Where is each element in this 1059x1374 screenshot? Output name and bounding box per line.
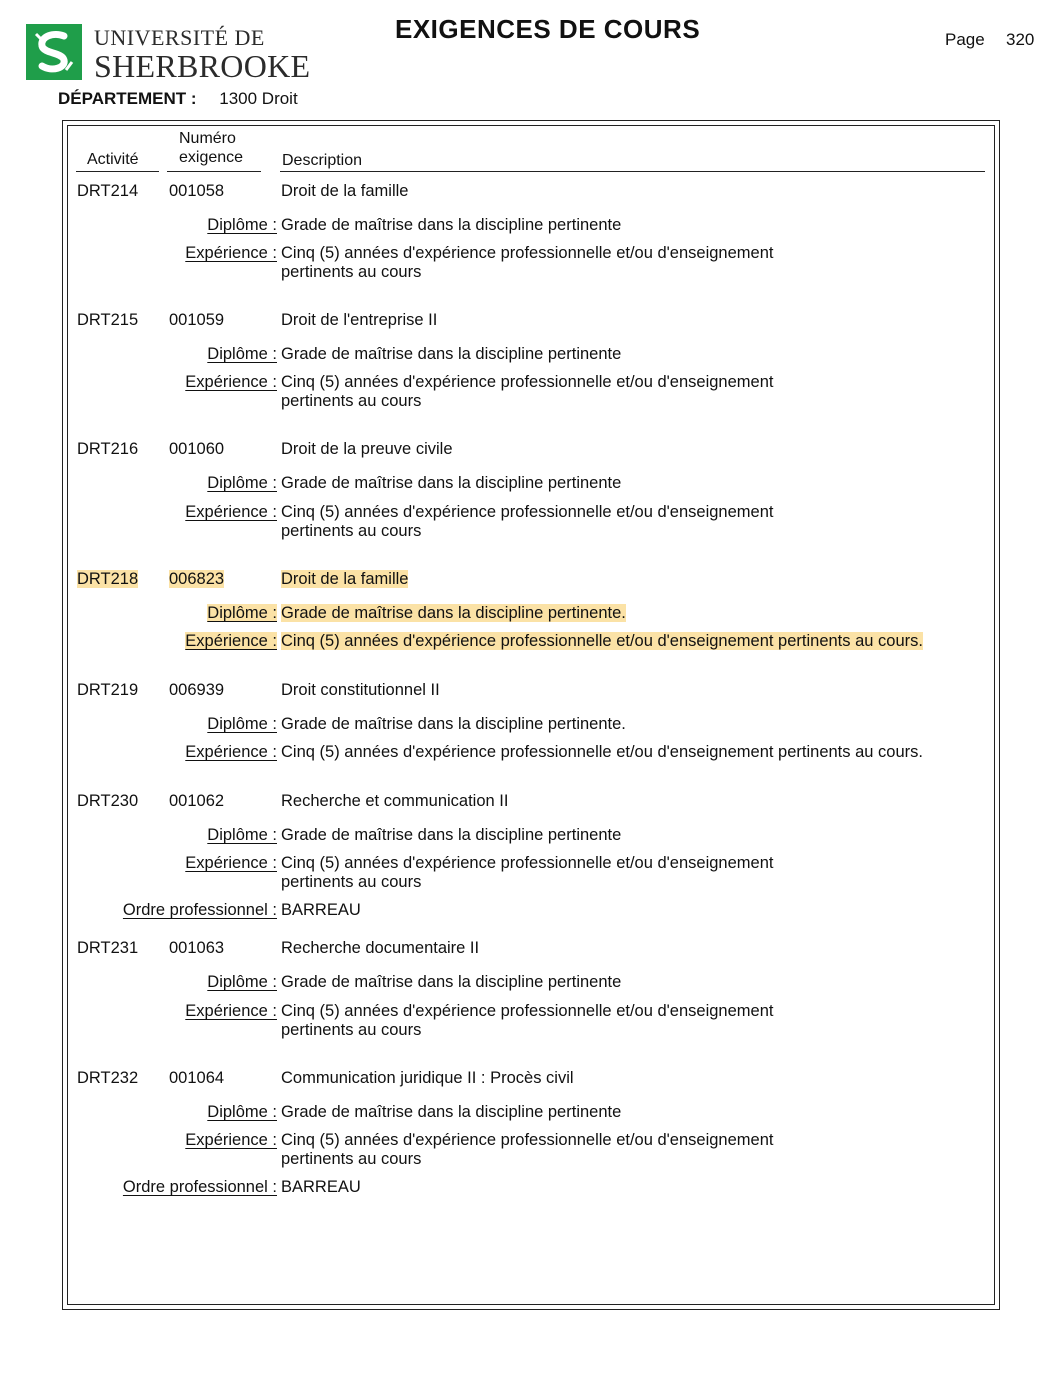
experience-label: Expérience : [185, 854, 277, 872]
ordre-value: BARREAU [281, 901, 361, 919]
ordre-value: BARREAU [281, 1178, 361, 1196]
diplome-label: Diplôme : [207, 345, 277, 363]
experience-value-line1: Cinq (5) années d'expérience professionnelle et/ou d'enseignement [281, 1002, 774, 1020]
activity-code: DRT232 [77, 1069, 139, 1087]
experience-value-line1: Cinq (5) années d'expérience professionnelle et/ou d'enseignement [281, 1131, 774, 1149]
logo-line-1: UNIVERSITÉ DE [94, 25, 265, 50]
department-line [58, 89, 298, 109]
course-description: Recherche documentaire II [281, 939, 480, 957]
diplome-value: Grade de maîtrise dans la discipline pertinente [281, 345, 622, 363]
experience-label: Expérience : [185, 1002, 277, 1020]
experience-value-line1: Cinq (5) années d'expérience professionnelle et/ou d'enseignement [281, 244, 774, 262]
requirement-number: 001063 [169, 939, 225, 957]
experience-value-line2: pertinents au cours [281, 522, 422, 540]
column-header-activity: Activité [87, 151, 139, 168]
ordre-label: Ordre professionnel : [122, 901, 277, 919]
experience-value-line2: pertinents au cours [281, 1150, 422, 1168]
activity-code: DRT216 [77, 440, 139, 458]
header-rule-description [280, 171, 985, 172]
experience-label: Expérience : [185, 244, 277, 262]
experience-label: Expérience : [185, 503, 277, 521]
course-description: Communication juridique II : Procès civil [281, 1069, 574, 1087]
diplome-value: Grade de maîtrise dans la discipline pertinente. [281, 604, 626, 622]
course-description: Droit constitutionnel II [281, 681, 440, 699]
requirement-number: 001062 [169, 792, 225, 810]
page-label: Page [945, 30, 985, 49]
experience-label: Expérience : [185, 743, 277, 761]
column-header-number-line1: Numéro [179, 130, 236, 147]
course-description: Droit de l'entreprise II [281, 311, 438, 329]
diplome-value: Grade de maîtrise dans la discipline pertinente [281, 826, 622, 844]
activity-code: DRT230 [77, 792, 139, 810]
diplome-value: Grade de maîtrise dans la discipline pertinente [281, 474, 622, 492]
diplome-value: Grade de maîtrise dans la discipline pertinente [281, 216, 622, 234]
activity-code: DRT218 [77, 570, 139, 588]
column-header-number-line2: exigence [179, 149, 244, 166]
document-title: EXIGENCES DE COURS [395, 14, 701, 44]
logo-emblem-icon [26, 24, 82, 80]
requirement-number: 006823 [169, 570, 225, 588]
diplome-label: Diplôme : [207, 604, 277, 622]
university-logo [26, 24, 336, 82]
diplome-value: Grade de maîtrise dans la discipline pertinente. [281, 715, 626, 733]
header-rule-activity [76, 171, 159, 172]
course-description: Droit de la famille [281, 570, 409, 588]
diplome-label: Diplôme : [207, 973, 277, 991]
experience-label: Expérience : [185, 373, 277, 391]
diplome-label: Diplôme : [207, 1103, 277, 1121]
experience-value-line1: Cinq (5) années d'expérience professionnelle et/ou d'enseignement [281, 373, 774, 391]
course-description: Recherche et communication II [281, 792, 509, 810]
page-number: 320 [1006, 30, 1035, 49]
requirement-number: 001059 [169, 311, 225, 329]
requirement-number: 006939 [169, 681, 225, 699]
diplome-label: Diplôme : [207, 474, 277, 492]
course-description: Droit de la preuve civile [281, 440, 453, 458]
activity-code: DRT215 [77, 311, 139, 329]
department-value: 1300 Droit [219, 89, 298, 108]
diplome-label: Diplôme : [207, 826, 277, 844]
course-description: Droit de la famille [281, 182, 409, 200]
requirement-number: 001058 [169, 182, 225, 200]
activity-code: DRT219 [77, 681, 139, 699]
diplome-value: Grade de maîtrise dans la discipline pertinente [281, 973, 622, 991]
diplome-label: Diplôme : [207, 216, 277, 234]
experience-label: Expérience : [185, 632, 277, 650]
requirement-number: 001064 [169, 1069, 225, 1087]
header-rule-number [167, 171, 261, 172]
requirement-number: 001060 [169, 440, 225, 458]
activity-code: DRT231 [77, 939, 139, 957]
experience-value-line1: Cinq (5) années d'expérience professionnelle et/ou d'enseignement [281, 503, 774, 521]
department-label: DÉPARTEMENT : [58, 89, 197, 108]
experience-value-line1: Cinq (5) années d'expérience professionnelle et/ou d'enseignement pertinents au cours. [281, 632, 923, 650]
activity-code: DRT214 [77, 182, 139, 200]
experience-value-line2: pertinents au cours [281, 873, 422, 891]
experience-value-line2: pertinents au cours [281, 392, 422, 410]
diplome-label: Diplôme : [207, 715, 277, 733]
experience-value-line2: pertinents au cours [281, 1021, 422, 1039]
ordre-label: Ordre professionnel : [122, 1178, 277, 1196]
experience-value-line1: Cinq (5) années d'expérience professionnelle et/ou d'enseignement [281, 854, 774, 872]
experience-value-line2: pertinents au cours [281, 263, 422, 281]
column-header-description: Description [282, 152, 363, 169]
logo-line-2: SHERBROOKE [94, 48, 311, 84]
experience-label: Expérience : [185, 1131, 277, 1149]
experience-value-line1: Cinq (5) années d'expérience professionnelle et/ou d'enseignement pertinents au cours. [281, 743, 923, 761]
diplome-value: Grade de maîtrise dans la discipline pertinente [281, 1103, 622, 1121]
